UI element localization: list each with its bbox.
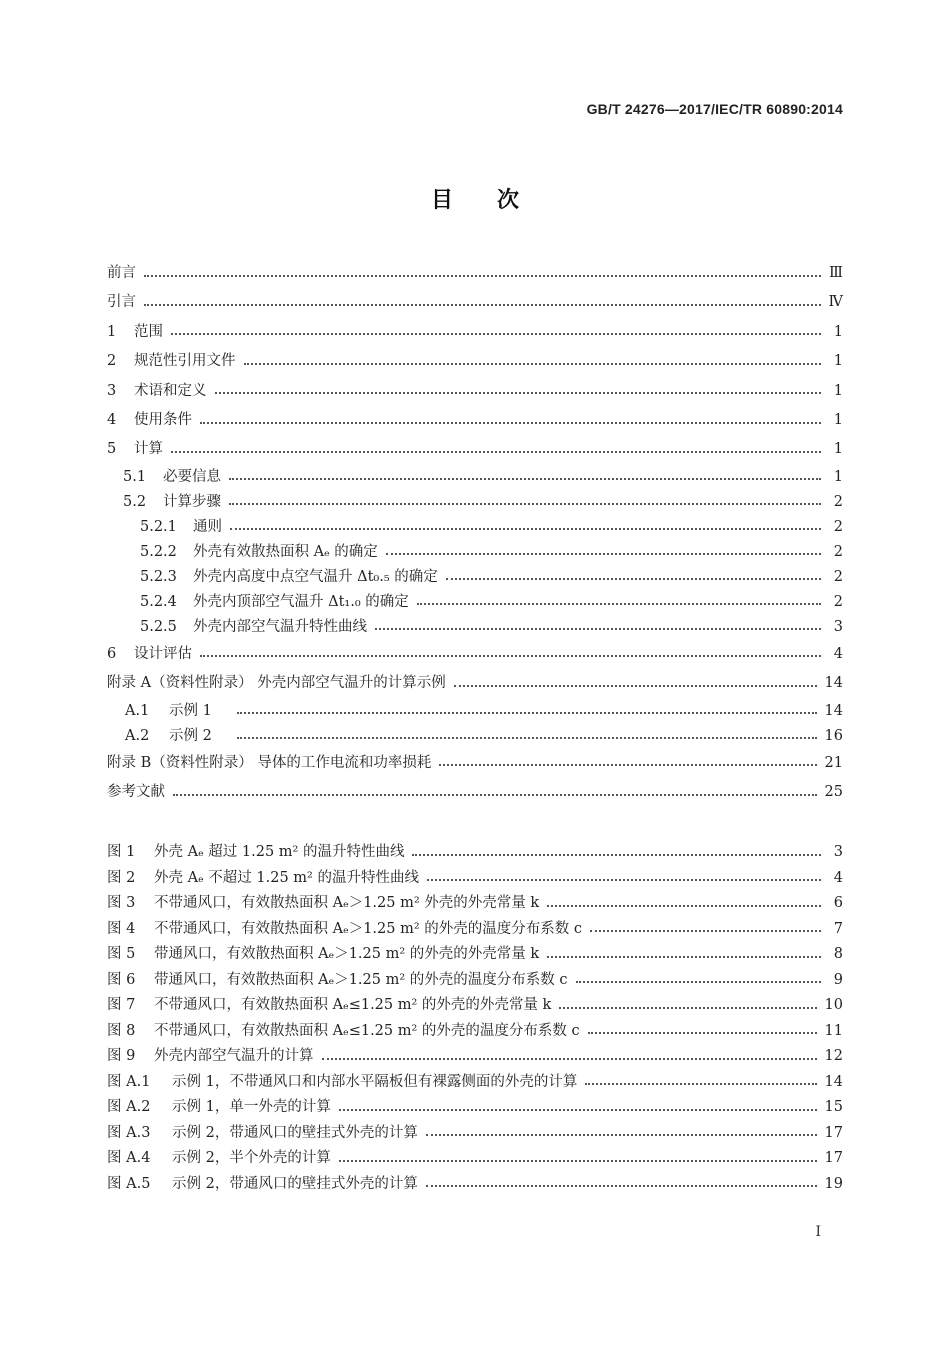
toc-page-number: Ⅲ	[829, 265, 843, 281]
toc-label: 附录 A（资料性附录） 外壳内部空气温升的计算示例	[107, 675, 446, 692]
figure-page-number: 17	[824, 1124, 843, 1141]
figure-number: 图 1	[107, 844, 136, 860]
figure-page-number: 11	[824, 1022, 843, 1039]
toc-entry[interactable]	[107, 615, 843, 640]
toc-label: 术语和定义	[134, 382, 207, 399]
figure-number: 图 2	[107, 869, 136, 886]
dot-leader	[200, 655, 821, 657]
figure-page-number: 9	[833, 971, 843, 988]
dot-leader	[244, 363, 822, 365]
dot-leader	[588, 1032, 817, 1034]
dot-leader	[417, 603, 821, 605]
toc-page-number: 1	[833, 323, 843, 340]
figure-label: 不带通风口，有效散热面积 Aₑ≤1.25 m² 的外壳的温度分布系数 c	[154, 1022, 580, 1039]
dot-leader	[426, 1134, 817, 1136]
toc-entry[interactable]	[107, 669, 843, 698]
toc-label: 规范性引用文件	[134, 353, 236, 370]
figure-label: 带通风口，有效散热面积 Aₑ＞1.25 m² 的外壳的外壳常量 k	[154, 946, 540, 962]
toc-label: 示例 1	[169, 702, 212, 719]
figure-entry[interactable]	[107, 840, 843, 866]
toc-page-number: 1	[833, 382, 843, 399]
dot-leader	[229, 503, 821, 505]
dot-leader	[427, 879, 821, 881]
figure-entry[interactable]	[107, 1095, 843, 1121]
toc-entry[interactable]	[107, 288, 843, 317]
figure-number: 图 7	[107, 997, 136, 1013]
figure-number: 图 9	[107, 1048, 136, 1064]
figure-entry[interactable]	[107, 1172, 843, 1198]
toc-page-number: 16	[824, 727, 843, 744]
dot-leader	[173, 794, 817, 796]
figure-entry[interactable]	[107, 942, 843, 968]
toc-number: A.1	[125, 702, 150, 719]
figure-label: 示例 2，带通风口的壁挂式外壳的计算	[172, 1175, 418, 1192]
figure-label: 不带通风口，有效散热面积 Aₑ＞1.25 m² 的外壳的温度分布系数 c	[154, 920, 582, 937]
figure-number: 图 A.3	[107, 1124, 151, 1141]
figure-entry[interactable]	[107, 917, 843, 943]
toc-number: A.2	[125, 727, 150, 744]
figure-entry[interactable]	[107, 891, 843, 917]
page-title: 目次	[430, 188, 563, 213]
figure-number: 图 5	[107, 946, 136, 962]
dot-leader	[446, 578, 821, 580]
figure-entry[interactable]	[107, 1044, 843, 1070]
toc-entry[interactable]	[107, 318, 843, 347]
figure-page-number: 8	[833, 946, 843, 962]
dot-leader	[576, 981, 822, 983]
figure-page-number: 7	[833, 920, 843, 937]
toc-number: 6	[107, 645, 117, 662]
toc-entry[interactable]	[107, 778, 843, 807]
dot-leader	[339, 1109, 817, 1111]
toc-entry[interactable]	[107, 347, 843, 376]
toc-page-number: 25	[824, 783, 843, 800]
dot-leader	[237, 712, 817, 714]
toc-page-number: 1	[833, 411, 843, 428]
figure-page-number: 4	[833, 869, 843, 886]
figure-page-number: 15	[824, 1099, 843, 1115]
toc-page-number: 4	[833, 645, 843, 662]
figure-number: 图 3	[107, 895, 136, 911]
figure-number: 图 A.5	[107, 1175, 151, 1192]
figure-page-number: 17	[824, 1150, 843, 1166]
toc-number: 5.2.3	[140, 568, 177, 585]
figure-number: 图 A.1	[107, 1073, 151, 1090]
toc-entry[interactable]	[107, 699, 843, 724]
toc-number: 5.1	[123, 468, 147, 485]
figure-number: 图 8	[107, 1022, 136, 1039]
toc-label: 示例 2	[169, 727, 212, 744]
figure-label: 示例 2，带通风口的壁挂式外壳的计算	[172, 1124, 418, 1141]
toc-number: 5	[107, 441, 117, 458]
dot-leader	[585, 1083, 816, 1085]
standard-code: GB/T 24276—2017/IEC/TR 60890:2014	[586, 101, 843, 117]
toc-page-number: 14	[824, 702, 843, 719]
figure-page-number: 19	[824, 1175, 843, 1192]
toc-entry[interactable]	[107, 565, 843, 590]
dot-leader	[375, 628, 821, 630]
dot-leader	[559, 1007, 816, 1009]
toc-page-number: 21	[824, 754, 843, 771]
toc-label: 外壳内顶部空气温升 Δt₁.₀ 的确定	[193, 593, 409, 610]
toc-label: 设计评估	[134, 645, 192, 662]
figure-number: 图 A.4	[107, 1150, 151, 1166]
toc-number: 5.2	[123, 493, 147, 510]
figure-entry[interactable]	[107, 968, 843, 994]
toc-number: 3	[107, 382, 117, 399]
dot-leader	[171, 451, 821, 453]
toc-number: 5.2.4	[140, 593, 177, 610]
toc-page-number: 2	[833, 493, 843, 510]
toc-entry[interactable]	[107, 640, 843, 669]
figure-page-number: 3	[833, 844, 843, 860]
dot-leader	[590, 930, 821, 932]
toc-page-number: 1	[833, 468, 843, 485]
figure-number: 图 6	[107, 971, 136, 988]
toc-entry[interactable]	[107, 540, 843, 565]
dot-leader	[144, 304, 821, 306]
toc-entry[interactable]	[107, 465, 843, 490]
dot-leader	[144, 275, 821, 277]
dot-leader	[547, 956, 821, 958]
toc-entry[interactable]	[107, 590, 843, 615]
figure-entry[interactable]	[107, 1121, 843, 1147]
toc-entry[interactable]	[107, 406, 843, 435]
list-of-figures	[107, 840, 843, 1197]
dot-leader	[454, 685, 817, 687]
dot-leader	[339, 1160, 817, 1162]
toc-page-number: 2	[833, 593, 843, 610]
figure-entry[interactable]	[107, 1019, 843, 1045]
toc-label: 外壳内部空气温升特性曲线	[193, 618, 367, 635]
figure-number: 图 4	[107, 920, 136, 937]
page-number: I	[815, 1224, 821, 1240]
toc-page-number: 3	[833, 618, 843, 635]
dot-leader	[171, 333, 821, 335]
toc-entry[interactable]	[107, 515, 843, 540]
toc-page-number: 2	[833, 518, 843, 535]
toc-entry[interactable]	[107, 377, 843, 406]
toc-label: 外壳有效散热面积 Aₑ 的确定	[193, 543, 378, 560]
toc-label: 计算步骤	[163, 493, 221, 510]
dot-leader	[439, 764, 816, 766]
toc-number: 2	[107, 353, 117, 370]
figure-number: 图 A.2	[107, 1099, 151, 1115]
toc-entry[interactable]	[107, 259, 843, 288]
toc-number: 5.2.1	[140, 518, 177, 535]
dot-leader	[229, 478, 821, 480]
figure-label: 外壳 Aₑ 超过 1.25 m² 的温升特性曲线	[154, 844, 405, 860]
toc-page-number: 1	[833, 353, 843, 370]
figure-label: 示例 1，单一外壳的计算	[172, 1099, 331, 1115]
figure-page-number: 10	[824, 997, 843, 1013]
dot-leader	[386, 553, 821, 555]
figure-entry[interactable]	[107, 1146, 843, 1172]
figure-label: 不带通风口，有效散热面积 Aₑ≤1.25 m² 的外壳的外壳常量 k	[154, 997, 552, 1013]
dot-leader	[547, 905, 821, 907]
toc-entry[interactable]	[107, 724, 843, 749]
figure-label: 示例 1，不带通风口和内部水平隔板但有裸露侧面的外壳的计算	[172, 1073, 578, 1090]
toc-page-number: Ⅳ	[828, 294, 843, 311]
toc-label: 引言	[107, 294, 136, 311]
toc-label: 外壳内高度中点空气温升 Δt₀.₅ 的确定	[193, 568, 438, 585]
toc-page-number: 2	[833, 543, 843, 560]
figure-label: 示例 2，半个外壳的计算	[172, 1150, 331, 1166]
toc-number: 4	[107, 411, 117, 428]
toc-number: 1	[107, 323, 117, 340]
toc-label: 通则	[193, 518, 222, 535]
figure-page-number: 14	[824, 1073, 843, 1090]
figure-label: 外壳内部空气温升的计算	[154, 1048, 314, 1064]
toc-label: 计算	[134, 441, 163, 458]
dot-leader	[215, 392, 822, 394]
dot-leader	[237, 737, 817, 739]
figure-label: 带通风口，有效散热面积 Aₑ＞1.25 m² 的外壳的温度分布系数 c	[154, 971, 568, 988]
toc-page-number: 14	[824, 675, 843, 692]
toc-label: 前言	[107, 265, 136, 281]
figure-entry[interactable]	[107, 1070, 843, 1096]
toc-label: 参考文献	[107, 783, 165, 800]
dot-leader	[412, 854, 821, 856]
figure-label: 不带通风口，有效散热面积 Aₑ＞1.25 m² 外壳的外壳常量 k	[154, 895, 540, 911]
dot-leader	[322, 1058, 817, 1060]
toc-label: 必要信息	[163, 468, 221, 485]
figure-entry[interactable]	[107, 866, 843, 892]
toc-label: 范围	[134, 323, 163, 340]
dot-leader	[200, 422, 821, 424]
toc-entry[interactable]	[107, 435, 843, 464]
toc-number: 5.2.2	[140, 543, 177, 560]
toc-label: 使用条件	[134, 411, 192, 428]
figure-page-number: 12	[824, 1048, 843, 1064]
figure-entry[interactable]	[107, 993, 843, 1019]
toc-entry[interactable]	[107, 749, 843, 778]
table-of-contents	[107, 259, 843, 807]
toc-entry[interactable]	[107, 490, 843, 515]
toc-page-number: 1	[833, 441, 843, 458]
dot-leader	[426, 1185, 817, 1187]
toc-label: 附录 B（资料性附录） 导体的工作电流和功率损耗	[107, 754, 432, 771]
dot-leader	[230, 528, 821, 530]
figure-page-number: 6	[833, 895, 843, 911]
toc-number: 5.2.5	[140, 618, 177, 635]
toc-page-number: 2	[833, 568, 843, 585]
figure-label: 外壳 Aₑ 不超过 1.25 m² 的温升特性曲线	[154, 869, 419, 886]
